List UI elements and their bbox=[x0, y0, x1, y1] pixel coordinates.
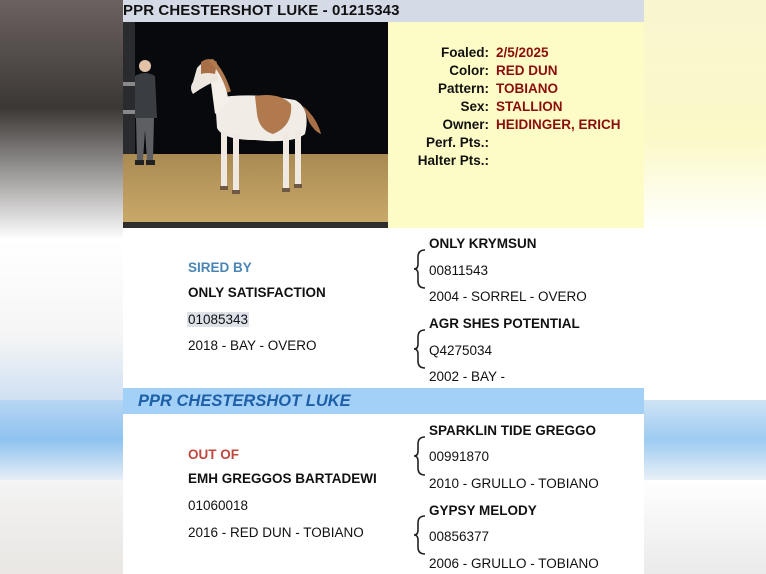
pedigree-card bbox=[123, 0, 644, 574]
horse-name-banner bbox=[123, 388, 644, 414]
detail-value: RED DUN bbox=[496, 63, 558, 78]
dam-sire-info: 2010 - GRULLO - TOBIANO bbox=[429, 476, 599, 491]
horse-photo-image bbox=[123, 22, 388, 228]
detail-label: Foaled: bbox=[440, 45, 489, 60]
dam-info: 2016 - RED DUN - TOBIANO bbox=[188, 525, 364, 540]
sire-dam-reg: Q4275034 bbox=[429, 343, 493, 358]
detail-sex bbox=[388, 99, 644, 117]
detail-value[interactable]: HEIDINGER, ERICH bbox=[496, 117, 621, 132]
sire-dam-name[interactable]: AGR SHES POTENTIAL bbox=[429, 316, 580, 331]
detail-value: STALLION bbox=[496, 99, 563, 114]
title-bar bbox=[123, 0, 644, 22]
dam-sire-name[interactable]: SPARKLIN TIDE GREGGO bbox=[429, 423, 597, 438]
sire-sire-reg: 00811543 bbox=[429, 263, 489, 278]
detail-value: TOBIANO bbox=[496, 81, 559, 96]
sire-name[interactable]: ONLY SATISFACTION bbox=[188, 285, 326, 300]
detail-label: Sex: bbox=[460, 99, 489, 114]
sire-info: 2018 - BAY - OVERO bbox=[188, 338, 317, 353]
detail-halter-pts bbox=[388, 153, 644, 171]
brace-icon bbox=[413, 248, 427, 290]
detail-perf-pts bbox=[388, 135, 644, 153]
dam-dam-name[interactable]: GYPSY MELODY bbox=[429, 503, 537, 518]
sire-sire-info: 2004 - SORREL - OVERO bbox=[429, 289, 587, 304]
dam-dam-reg: 00856377 bbox=[429, 529, 490, 544]
sire-reg: 01085343 bbox=[188, 312, 249, 327]
detail-label: Pattern: bbox=[437, 81, 489, 96]
detail-label: Owner: bbox=[442, 117, 489, 132]
sire-sire-name[interactable]: ONLY KRYMSUN bbox=[429, 236, 537, 251]
detail-color bbox=[388, 63, 644, 81]
horse-photo[interactable] bbox=[123, 22, 388, 228]
detail-label: Halter Pts.: bbox=[417, 153, 489, 168]
horse-details-panel bbox=[388, 22, 644, 228]
dam-dam-info: 2006 - GRULLO - TOBIANO bbox=[429, 556, 599, 571]
brace-icon bbox=[413, 514, 427, 556]
detail-label: Color: bbox=[449, 63, 489, 78]
horse-name: PPR CHESTERSHOT LUKE bbox=[138, 392, 351, 410]
page-title: PPR CHESTERSHOT LUKE - 01215343 bbox=[123, 2, 400, 19]
sire-dam-info: 2002 - BAY - bbox=[429, 369, 506, 384]
detail-value: 2/5/2025 bbox=[496, 45, 549, 60]
brace-icon bbox=[413, 328, 427, 370]
brace-icon bbox=[413, 435, 427, 477]
dam-name[interactable]: EMH GREGGOS BARTADEWI bbox=[188, 471, 377, 486]
dam-reg: 01060018 bbox=[188, 498, 249, 513]
sired-by-label: SIRED BY bbox=[188, 260, 252, 275]
detail-label: Perf. Pts.: bbox=[425, 135, 489, 150]
detail-pattern bbox=[388, 81, 644, 99]
out-of-label: OUT OF bbox=[188, 447, 239, 462]
detail-foaled bbox=[388, 45, 644, 63]
dam-sire-reg: 00991870 bbox=[429, 449, 490, 464]
detail-owner bbox=[388, 117, 644, 135]
